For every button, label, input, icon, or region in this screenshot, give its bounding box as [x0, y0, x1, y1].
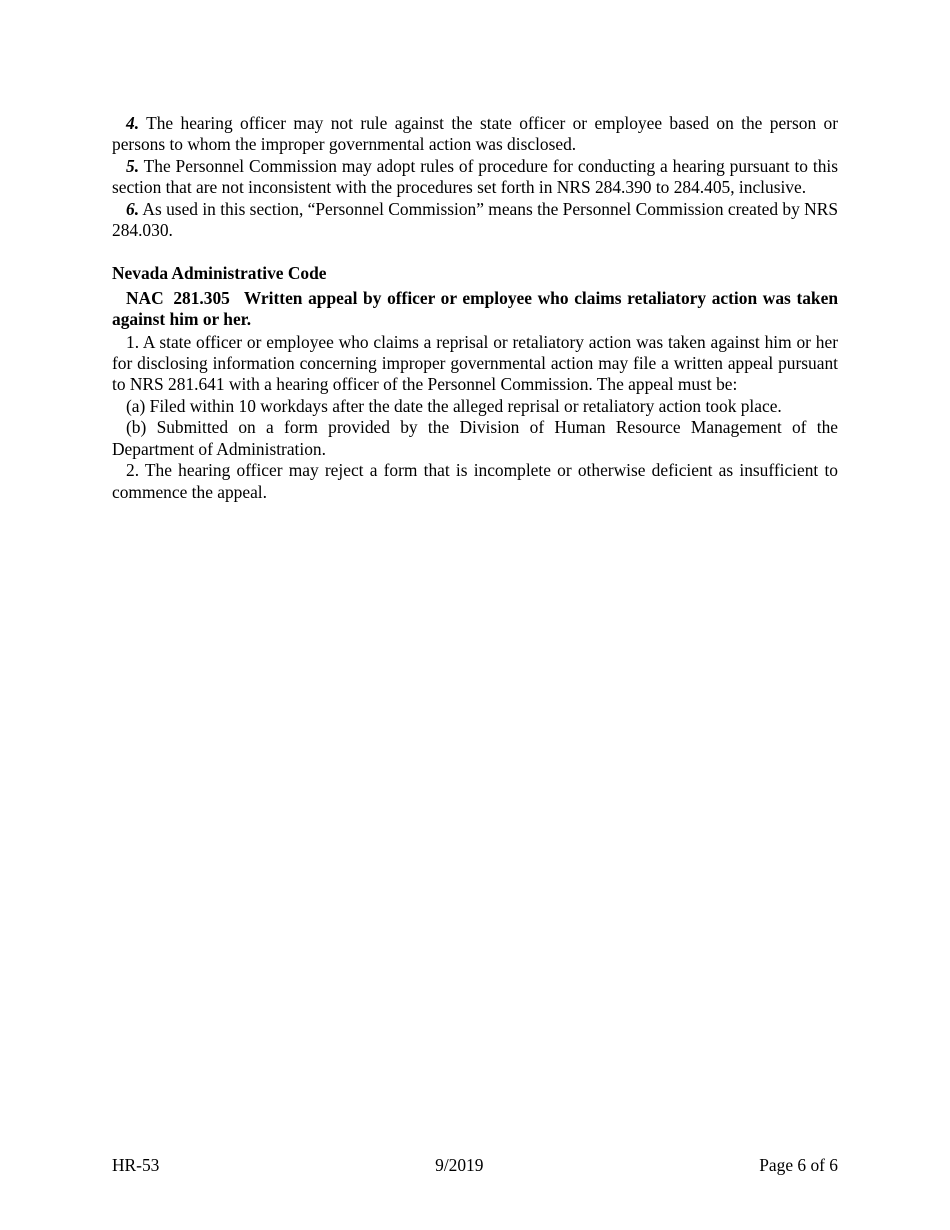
- paragraph-4: [112, 113, 838, 156]
- nac-paragraph-2: 2. The hearing officer may reject a form that is incomplete or otherwise deficient as insufficient to commence the appeal.: [112, 460, 838, 502]
- page-number: Page 6 of 6: [759, 1155, 838, 1175]
- nac-paragraph-1b: (b) Submitted on a form provided by the Division of Human Resource Management of the Department of Administration.: [112, 417, 838, 459]
- paragraph-6: [112, 199, 838, 242]
- paragraph-5: [112, 156, 838, 199]
- document-body: [112, 113, 838, 503]
- nac-paragraph-1: 1. A state officer or employee who claims a reprisal or retaliatory action was taken against him or her for disclosing information concerning improper governmental action may file a written appeal pursuant to NRS 281.641 with a hearing officer of the Personnel Commission. The appeal must be:: [112, 331, 838, 395]
- nac-paragraph-1a: (a) Filed within 10 workdays after the date the alleged reprisal or retaliatory action took place.: [126, 395, 782, 416]
- section-title-text: Written appeal by officer or employee who claims retaliatory action was taken against him or her.: [112, 287, 838, 330]
- paragraph-text: The hearing officer may not rule against the state officer or employee based on the person or persons to whom the improper governmental action was disclosed.: [112, 113, 838, 155]
- section-code: NAC 281.305: [126, 287, 230, 308]
- paragraph-number: 5.: [126, 155, 140, 176]
- paragraph-text: As used in this section, “Personnel Commission” means the Personnel Commission created by NRS 284.030.: [112, 198, 838, 241]
- paragraph-text: The Personnel Commission may adopt rules of procedure for conducting a hearing pursuant to this section that are not inconsistent with the procedures set forth in NRS 284.390 to 284.405, inclusive.: [112, 155, 838, 198]
- form-id: HR-53: [112, 1155, 160, 1175]
- paragraph-number: 6.: [126, 198, 140, 219]
- revision-date: 9/2019: [435, 1155, 484, 1175]
- paragraph-number: 4.: [126, 113, 140, 133]
- nac-section-title: [112, 288, 838, 331]
- nac-heading: Nevada Administrative Code: [112, 263, 327, 284]
- page-footer: [112, 1155, 838, 1176]
